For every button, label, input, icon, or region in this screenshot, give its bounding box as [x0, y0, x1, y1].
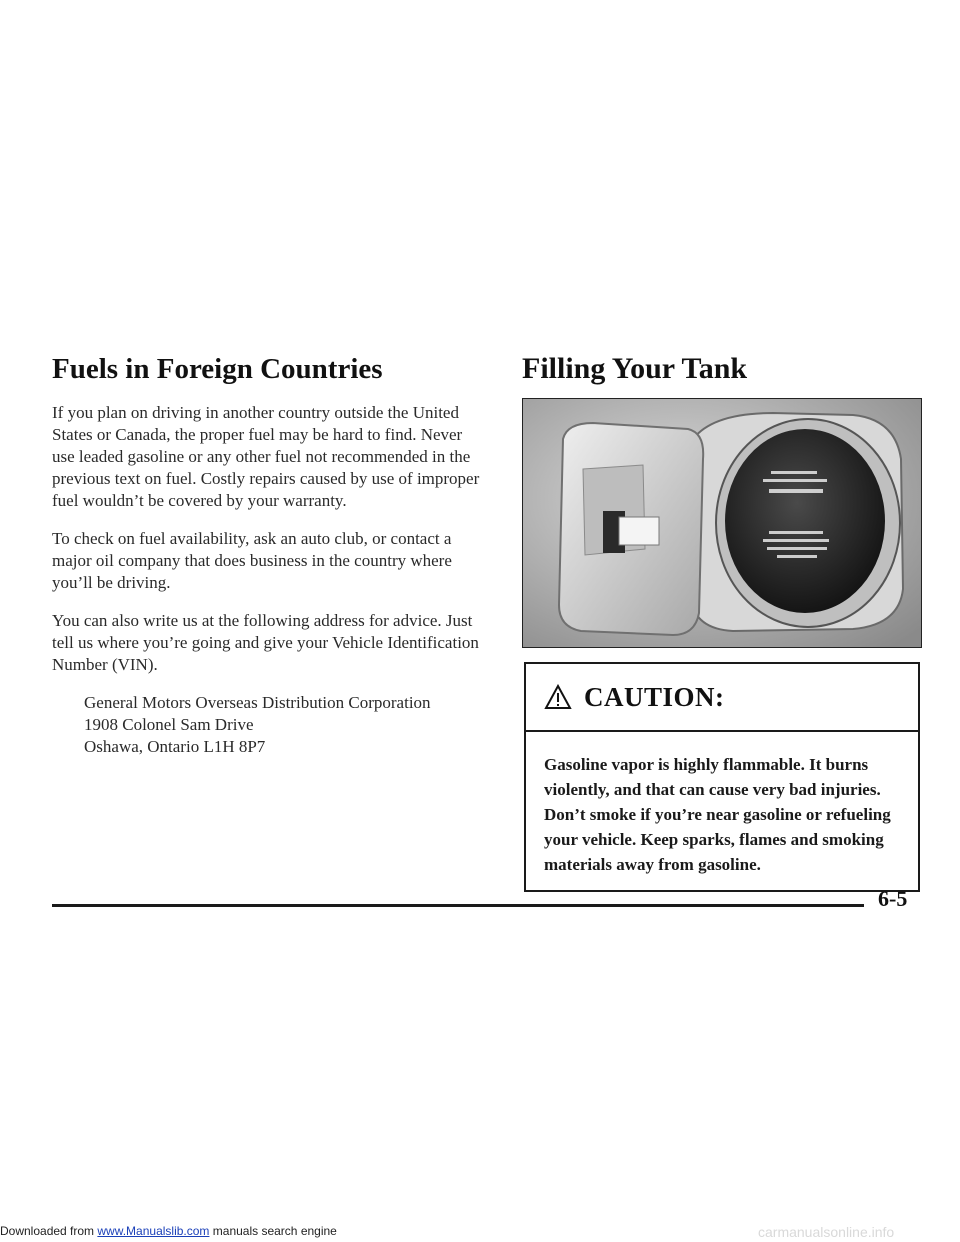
address-line-2: 1908 Colonel Sam Drive	[84, 715, 254, 734]
paragraph-fuel-availability: To check on fuel availability, ask an auto club, or contact a major oil company that does business in the country where you’ll be driving.	[52, 529, 452, 592]
manualslib-link[interactable]: www.Manualslib.com	[97, 1224, 210, 1238]
download-suffix: manuals search engine	[209, 1224, 337, 1238]
address-line-3: Oshawa, Ontario L1H 8P7	[84, 737, 266, 756]
download-prefix: Downloaded from	[0, 1224, 98, 1238]
section-heading-filling-tank: Filling Your Tank	[522, 352, 748, 385]
footer-rule	[52, 904, 864, 907]
filling-tank-section	[522, 352, 922, 874]
address-line-1: General Motors Overseas Distribution Corporation	[84, 693, 431, 712]
caution-title: CAUTION:	[584, 681, 725, 712]
caution-header	[526, 664, 918, 732]
fuel-door-illustration	[523, 399, 921, 647]
watermark: carmanualsonline.info	[758, 1224, 895, 1240]
paragraph-write-us: You can also write us at the following address for advice. Just tell us where you’re going and give your Vehicle Identification Number (VIN).	[52, 611, 479, 674]
fuel-door-photo	[522, 398, 922, 648]
fuels-foreign-section	[52, 352, 482, 758]
caution-box	[524, 662, 920, 892]
page-number: 6-5	[878, 886, 908, 911]
section-heading-fuels-foreign: Fuels in Foreign Countries	[52, 353, 383, 385]
warning-triangle-icon	[544, 684, 572, 710]
download-source-line	[0, 1224, 337, 1238]
caution-text: Gasoline vapor is highly flammable. It burns violently, and that can cause very bad injuries. Don’t smoke if you’re near gasoline or refueling your vehicle. Keep sparks, flames and smoking materials away from gasoline.	[544, 755, 891, 874]
paragraph-intro: If you plan on driving in another country outside the United States or Canada, the proper fuel may be hard to find. Never use leaded gasoline or any other fuel not recommended in the previous text on fuel. Costly repairs caused by use of improper fuel wouldn’t be covered by your warranty.	[52, 403, 480, 510]
mailing-address	[84, 692, 482, 758]
